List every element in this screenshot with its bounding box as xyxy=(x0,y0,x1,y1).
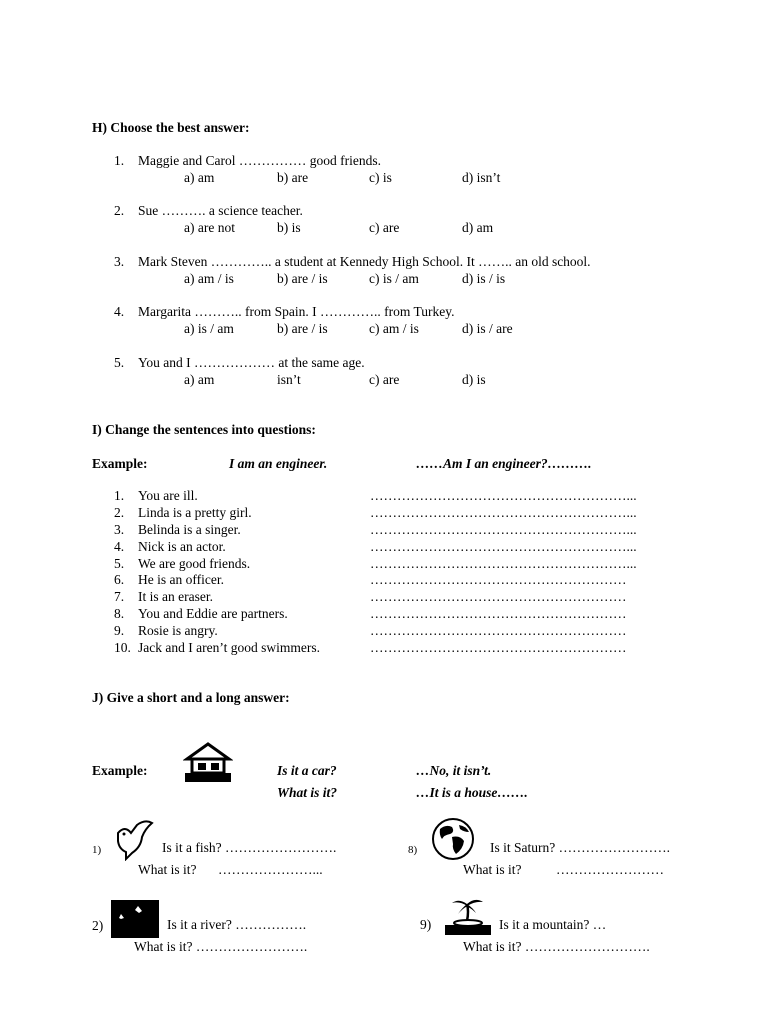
option-b: b) are / is xyxy=(277,321,328,336)
option-d: d) is xyxy=(462,372,486,387)
question-number: 4. xyxy=(114,304,125,319)
sentence-text: Belinda is a singer. xyxy=(138,522,241,537)
question-2: What is it? ………………………. xyxy=(463,939,650,954)
question-1: Is it Saturn? ……………………. xyxy=(490,840,670,855)
answer-blank[interactable]: …………………………………………………... xyxy=(370,556,637,571)
option-c: c) are xyxy=(369,220,400,235)
item-number: 1) xyxy=(92,844,102,856)
option-a: a) is / am xyxy=(184,321,234,336)
question-1: Is it a fish? ……………………. xyxy=(162,840,337,855)
question-number: 8. xyxy=(114,606,125,621)
question-number: 6. xyxy=(114,572,125,587)
section-i-title: I) Change the sentences into questions: xyxy=(92,422,316,437)
sentence-text: Rosie is angry. xyxy=(138,623,218,638)
house-icon xyxy=(183,741,233,787)
option-d: d) am xyxy=(462,220,494,235)
answer-blank[interactable]: …………………………………………………... xyxy=(370,488,637,503)
option-a: a) am / is xyxy=(184,271,234,286)
section-h-title: H) Choose the best answer: xyxy=(92,120,250,135)
example-question-2: What is it? xyxy=(277,785,338,800)
island-icon xyxy=(445,895,491,939)
option-c: c) is xyxy=(369,170,392,185)
sentence-text: You are ill. xyxy=(138,488,198,503)
question-1: Is it a mountain? … xyxy=(499,917,607,932)
option-c: c) am / is xyxy=(369,321,419,336)
sentence-text: It is an eraser. xyxy=(138,589,213,604)
mountain-icon xyxy=(111,900,159,942)
question-number: 2. xyxy=(114,505,125,520)
option-b: b) are xyxy=(277,170,309,185)
question-number: 4. xyxy=(114,539,125,554)
option-b: isn’t xyxy=(277,372,301,387)
question-number: 5. xyxy=(114,556,125,571)
sentence-text: Jack and I aren’t good swimmers. xyxy=(138,640,320,655)
option-c: c) are xyxy=(369,372,400,387)
option-c: c) is / am xyxy=(369,271,419,286)
option-a: a) am xyxy=(184,372,215,387)
item-number: 8) xyxy=(408,844,418,856)
question-text: You and I ……………… at the same age. xyxy=(138,355,365,370)
question-number: 1. xyxy=(114,153,125,168)
dove-icon xyxy=(115,819,155,865)
example-answer: ……Am I an engineer?………. xyxy=(416,456,592,471)
example-answer-1: …No, it isn’t. xyxy=(416,763,492,778)
example-answer-2: …It is a house……. xyxy=(416,785,528,800)
question-number: 3. xyxy=(114,522,125,537)
question-text: Mark Steven ………….. a student at Kennedy High School. It …….. an old school. xyxy=(138,254,591,269)
example-label: Example: xyxy=(92,763,148,778)
option-d: d) is / are xyxy=(462,321,513,336)
question-2: What is it? xyxy=(463,862,522,877)
sentence-text: He is an officer. xyxy=(138,572,224,587)
question-number: 2. xyxy=(114,203,125,218)
question-text: Maggie and Carol …………… good friends. xyxy=(138,153,381,168)
answer-blank[interactable]: ………………………………………………… xyxy=(370,623,627,638)
option-a: a) am xyxy=(184,170,215,185)
globe-icon xyxy=(430,817,476,865)
question-number: 7. xyxy=(114,589,125,604)
example-label: Example: xyxy=(92,456,148,471)
answer-blank[interactable]: ………………………………………………… xyxy=(370,572,627,587)
question-number: 10. xyxy=(114,640,131,655)
option-b: b) are / is xyxy=(277,271,328,286)
answer-blank[interactable]: ………………………………………………… xyxy=(370,606,627,621)
option-d: d) isn’t xyxy=(462,170,501,185)
item-number: 2) xyxy=(92,918,104,933)
answer-blank[interactable]: ………………………………………………… xyxy=(370,589,627,604)
answer-blank[interactable]: …………………………………………………... xyxy=(370,505,637,520)
option-d: d) is / is xyxy=(462,271,506,286)
sentence-text: Nick is an actor. xyxy=(138,539,226,554)
question-2: What is it? xyxy=(138,862,197,877)
example-question-1: Is it a car? xyxy=(277,763,337,778)
answer-blank[interactable]: …………………… xyxy=(556,862,664,877)
sentence-text: You and Eddie are partners. xyxy=(138,606,288,621)
question-number: 9. xyxy=(114,623,125,638)
section-j-title: J) Give a short and a long answer: xyxy=(92,690,290,705)
item-number: 9) xyxy=(420,917,432,932)
question-number: 1. xyxy=(114,488,125,503)
answer-blank[interactable]: …………………... xyxy=(218,862,323,877)
option-b: b) is xyxy=(277,220,301,235)
question-text: Margarita ……….. from Spain. I ………….. from Turkey. xyxy=(138,304,455,319)
example-sentence: I am an engineer. xyxy=(229,456,328,471)
question-number: 5. xyxy=(114,355,125,370)
answer-blank[interactable]: …………………………………………………... xyxy=(370,522,637,537)
sentence-text: Linda is a pretty girl. xyxy=(138,505,252,520)
question-number: 3. xyxy=(114,254,125,269)
question-2: What is it? ……………………. xyxy=(134,939,308,954)
question-1: Is it a river? ……………. xyxy=(167,917,307,932)
answer-blank[interactable]: ………………………………………………… xyxy=(370,640,627,655)
sentence-text: We are good friends. xyxy=(138,556,251,571)
question-text: Sue ………. a science teacher. xyxy=(138,203,303,218)
answer-blank[interactable]: …………………………………………………... xyxy=(370,539,637,554)
option-a: a) are not xyxy=(184,220,235,235)
